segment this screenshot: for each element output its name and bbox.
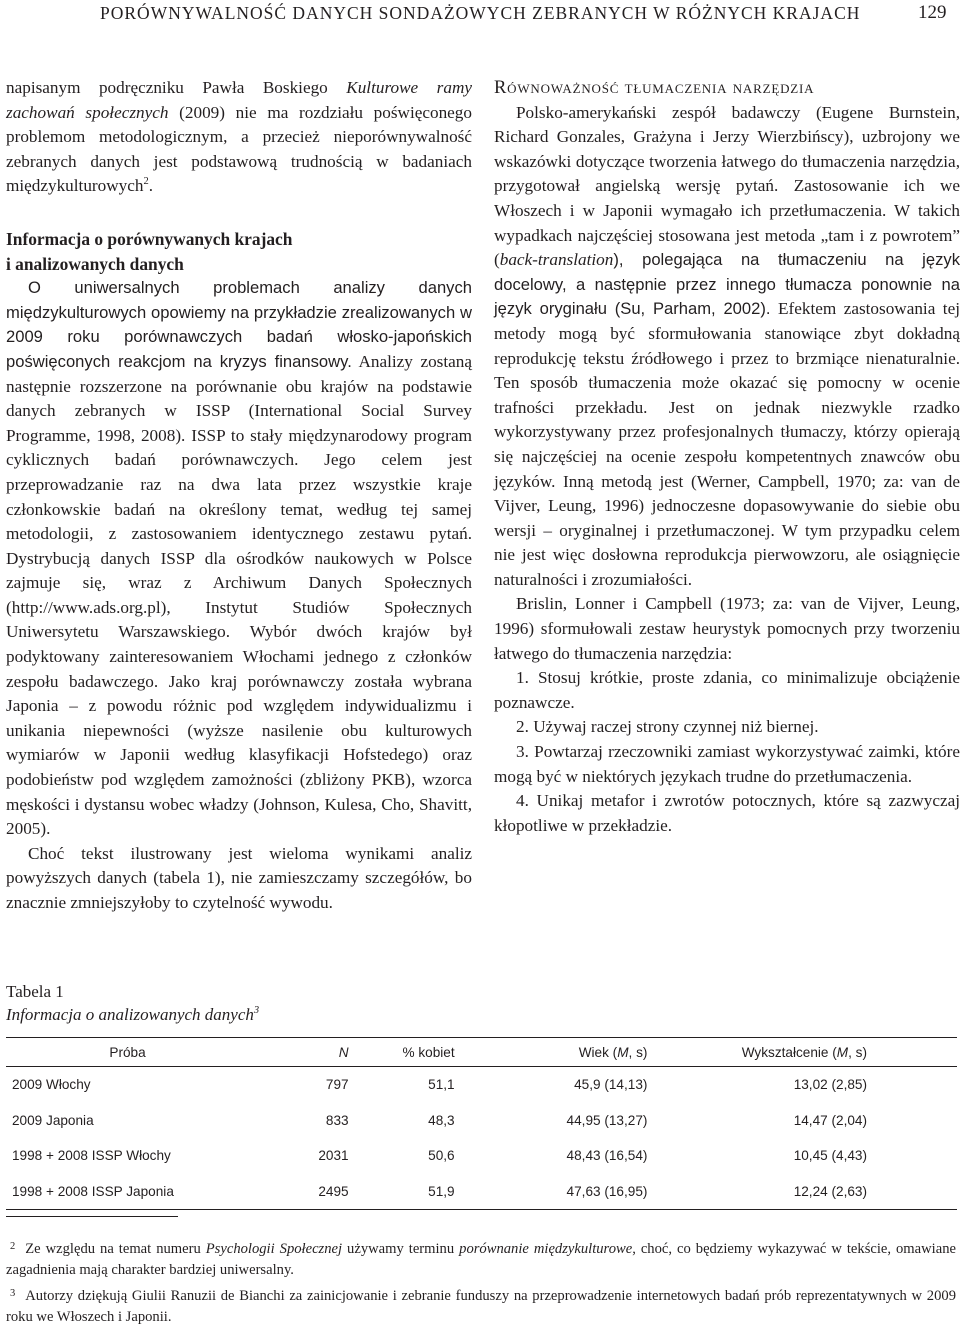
cell-age: 48,43 (16,54) [566,1148,648,1164]
footnote-ref-3[interactable]: 3 [253,1005,260,1016]
cell-sample: 2009 Włochy [12,1077,91,1093]
paragraph-heuristics: Brislin, Lonner i Campbell (1973; za: van de Vijver, Leung, 1996) sformułowali zestaw heurystyk pomocnych przy tworzeniu łatwego do tłumaczenia narzędzia: [494,594,960,663]
cell-sample: 1998 + 2008 ISSP Japonia [6,1174,249,1210]
header-education: Wykształcenie (M, s) [653,1038,957,1067]
footnote-3: $^3$ Autorzy dziękują Giulii Ranuzii de Bianchi za zainicjowanie i zebranie funduszy na przeprowadzenie internetowych badań prób reprezentatywnych w 2009 roku we Włoszech i Japonii. [6,1288,956,1325]
list-item: 3. Powtarzaj rzeczowniki zamiast wykorzystywać zaimki, które mogą być w niektórych językach trudne do przetłumaczenia. [494,742,960,786]
cell-sample: 1998 + 2008 ISSP Włochy [12,1148,171,1164]
paragraph-translation [494,101,960,593]
cell-pct: 51,9 [355,1174,461,1210]
cell-pct: 51,1 [428,1077,455,1093]
cell-sample: 2009 Japonia [12,1112,94,1128]
table-row [6,1103,957,1139]
section-heading-translation: Równoważność tłumaczenia narzędzia [494,78,815,98]
term-italic: back-translation [499,250,614,270]
cell-pct: 50,6 [428,1148,455,1164]
cell-n: 2031 [318,1148,349,1164]
text-run: Efektem zastosowania tej metody mogą być sformułowania stanowiące zbyt dokładną reprodukcję tekstu źródłowego i przez to brzmiące nienaturalnie. Ten sposób tłumaczenia może okazać się pomocny w ocenie trafności przekładu. Jest on jednak niezwykle rzadko wykorzystywany przez profesjonalnych tłumaczy, którzy opierają się najczęściej na ocenie zespołu kompetentnych znawców obu języków. Inną metodą jest (Werner, Campbell, 1970; za: van de Vijver, Leung, 1996) jednoczesne dopasowywanie do siebie obu wersji – oryginalnej i przetłumaczonej. W tym przypadku celem nie jest więc dosłowna reprodukcja pierwowzoru, ale osiągnięcie naturalności i zrozumiałości. [494,299,960,589]
header-pct-women: % kobiet [355,1038,461,1067]
paragraph-intro [6,76,472,199]
header-n: N [249,1038,354,1067]
paragraph-note: Choć tekst ilustrowany jest wieloma wynikami analiz powyższych danych (tabela 1), nie zamieszczamy szczegółów, bo znacznie zmniejszyłoby to czytelność wywodu. [6,843,472,912]
section-heading-countries [6,227,472,276]
table-row [6,1174,957,1210]
footnote-2: $^2$ Ze względu na temat numeru Psychologii Społecznej używamy terminu porównanie międzykulturowe, choć, co będziemy wykazywać w tekście, omawiane zagadnienia mają charakter bardziej uniwersalny. [6,1241,956,1278]
footnote-ref-2[interactable]: 2 [143,176,149,188]
cell-age: 44,95 (13,27) [566,1112,648,1128]
right-column [494,76,960,838]
list-item: 1. Stosuj krótkie, proste zdania, co minimalizuje obciążenie poznawcze. [494,668,960,712]
cell-n: 797 [325,1077,349,1093]
text-run-sans: O uniwersalnych problemach analizy danych międzykulturowych opowiemy na przykładzie zrealizowanych w 2009 roku porównawczych badań włosko-japońskich poświęconych reakcjom na kryzys finansowy. [6,278,472,371]
cell-education: 14,47 (2,04) [793,1112,867,1128]
footnote-marker: 3 [10,1288,16,1299]
text-run-sans: ), polegająca na tłumaczeniu na język docelowy, a następnie przez innego tłumacza ponownie na język oryginału (Su, Parham, 2002). [494,250,960,319]
list-item: 2. Używaj raczej strony czynnej niż biernej. [516,717,819,737]
list-item: 4. Unikaj metafor i zwrotów potocznych, które są zazwyczaj kłopotliwe w przekładzie. [494,791,960,835]
heading-line: Informacja o porównywanych krajach [6,228,293,249]
table-label: Tabela 1 [6,982,64,1001]
cell-n: 833 [325,1112,349,1128]
header-sample: Próba [6,1038,249,1067]
footnote-divider [6,1216,178,1217]
cell-pct: 48,3 [428,1112,455,1128]
heading-line: i analizowanych danych [6,253,184,274]
text-run: napisanym podręczniku Pawła Boskiego [6,78,347,97]
data-table [6,1037,957,1210]
text-run: . [148,176,154,196]
header-age: Wiek (M, s) [461,1038,654,1067]
cell-age: 45,9 (14,13) [574,1077,648,1093]
table-row [6,1138,957,1174]
footnote-marker: 2 [10,1241,16,1252]
cell-n: 2495 [249,1174,354,1210]
cell-education: 12,24 (2,63) [653,1174,957,1210]
running-header: PORÓWNYWALNOŚĆ DANYCH SONDAŻOWYCH ZEBRANYCH W RÓŻNYCH KRAJACH [100,3,861,23]
table-caption [6,980,259,1026]
cell-education: 10,45 (4,43) [793,1148,867,1164]
text-run: Polsko-amerykański zespół badawczy (Eugene Burnstein, Richard Gonzales, Grażyna i Jerzy Wierzbińscy), uzbrojony we wskazówki dotyczące tworzenia łatwego do tłumaczenia narzędzia, przygotował angielską wersję pytań. Zastosowanie ich we Włoszech i w Japonii wymagało ich przetłumaczenia. W takich wypadkach najczęściej stosowana jest metoda „tam i z powrotem” ( [494,102,960,270]
table-row [6,1067,957,1103]
text-run: (2009) nie ma rozdziału poświęconego problemom metodologicznym, a przecież nieporównywalność zebranych danych jest podstawową trudnością w badaniach międzykulturowych [6,102,472,196]
text-run: Analizy zostaną następnie rozszerzone na porównanie obu krajów na podstawie danych zebranych w ISSP (International Social Survey Programme, 1998, 2008). ISSP to stały międzynarodowy program cyklicznych badań porównawczych. Jego celem jest przeprowadzanie raz na dwa lata przez wszystkie kraje członkowskie badań na określony temat, według tej samej metodologii, z zastosowaniem identycznego zestawu pytań. Dystrybucją danych ISSP dla ośrodków naukowych w Polsce zajmuje się, wraz z Archiwum Danych Społecznych (http://www.ads.org.pl), Instytut Studiów Społecznych Uniwersytetu Warszawskiego. Wybór dwóch krajów był podyktowany zainteresowaniem Włochami jednego z członków zespołu badawczego. Jako kraj porównawczy została wybrana Japonia – z powodu różnic pod względem indywidualizmu i unikania niepewności (wyższe nasilenie obu kulturowych wymiarów w Japonii według klasyfikacji Hofstedego) oraz podobieństw pod względem zamożności (zbliżony PKB), wzorca męskości i dystansu wobec władzy (Johnson, Kulesa, Cho, Shavitt, 2005). [6,351,472,839]
table-title: Informacja o analizowanych danych$^3$ [6,1005,260,1024]
paragraph-data-description [6,276,472,842]
cell-age: 47,63 (16,95) [461,1174,654,1210]
page-number: 129 [918,2,947,23]
table-header-row [6,1038,957,1067]
left-column [6,76,472,916]
book-title: Kulturowe ramy zachowań społecznych [6,78,472,122]
footnotes [6,1236,956,1330]
cell-education: 13,02 (2,85) [793,1077,867,1093]
